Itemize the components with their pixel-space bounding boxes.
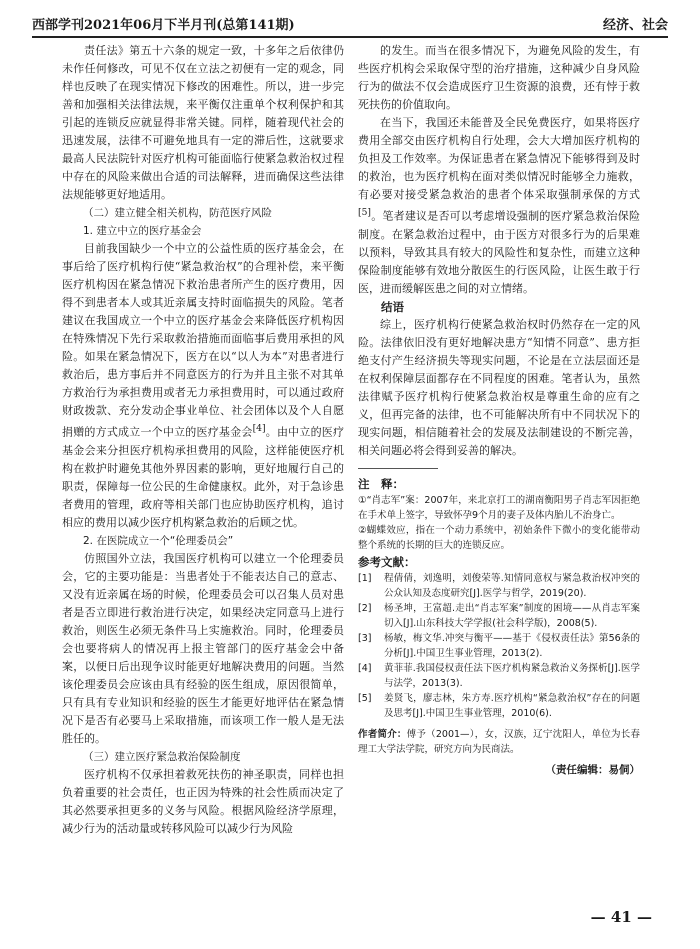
reference-number: [3] — [358, 632, 372, 644]
section-title: 经济、社会 — [602, 18, 668, 33]
reference-number: [4] — [358, 662, 372, 674]
page-number: — 41 — — [590, 908, 652, 926]
subheading: 1. 建立中立的医疗基金会 — [83, 225, 202, 237]
reference-number: [5] — [358, 692, 372, 704]
page-header — [32, 0, 668, 40]
subheading: （二）建立健全相关机构，防范医疗风险 — [83, 207, 272, 219]
author-bio — [358, 727, 640, 757]
paragraph-text: 在当下，我国还未能普及全民免费医疗，如果将医疗费用全部交由医疗机构自行处理，会大大增加医疗机构的负担及工作效率。为保证患者在紧急情况下能够得到及时的救治，也为医疗机构在面对类似情况时能够全力施救，有必要对接受紧急救治的患者个体采取强制承保的方式 — [358, 116, 640, 201]
paragraph: 仿照国外立法，我国医疗机构可以建立一个伦理委员会，它的主要功能是：当患者处于不能表达自己的意志、又没有近亲属在场的时候，伦理委员会可以召集人员对患者是否立即进行救治进行决定，如果经决定同意马上进行救治，则医生必须无条件马上实施救治。同时，伦理委员会也要将病人的情况再上报主管部门的医疗基金会中备案，以便日后出现争议时能更好地解决费用的问题。当然该伦理委员会应该由具有经验的医生组成，原因很简单，只有具有专业知识和经验的医生才能更好地评估在紧急情况下是否有必要马上采取措施，而该项工作一般人是无法胜任的。 — [62, 551, 344, 745]
reference-text: 杨敏，梅文华.冲突与衡平——基于《侵权责任法》第56条的分析[J].中国卫生事业管理，2013(2). — [384, 632, 640, 659]
paragraph-text: 。由中立的医疗基金会来分担医疗机构承担费用的风险，这样能使医疗机构在救护时避免其他外界因素的影响，更好地履行自己的职责，保障每一位公民的生命健康权。此外，对于急诊患者费用的管理，政府等相关部门也应协助医疗机构，追讨相应的费用以减少医疗机构紧急救治的后顾之忧。 — [62, 425, 345, 529]
reference-item — [358, 601, 640, 631]
subheading: 2. 在医院成立一个“伦理委员会” — [83, 534, 234, 547]
reference-item — [358, 631, 640, 661]
paragraph: 责任法》第五十六条的规定一致，十多年之后依律仍未作任何修改，可见不仅在立法之初便有一定的观念，同样也反映了在现实情况下修改的困难性。所以，进一步完善和加强相关法律法规，来平衡仅注重单个权利保护和其引起的连锁反应就显得非常关键。同样，随着现代社会的迅速发展，法律不可避免地具有一定的滞后性，这就要求最高人民法院针对医疗机构可能面临行使紧急救治权过程中存在的风险来做出合适的司法解释，进而确保这些法律法规能够更好地适用。 — [62, 44, 344, 201]
paragraph-text: 。笔者建议是否可以考虑增设强制的医疗紧急救治保险制度。在紧急救治过程中，由于医方对很多行为的后果难以预料，导致其具有较大的风险性和复杂性，而建立这种保险制度能够有效地分散医生的行医风险，让医生敢于行医，进而缓解医患之间的对立情绪。 — [358, 209, 640, 295]
reference-item — [358, 571, 640, 601]
reference-text: 程倩倩，刘逸明，刘俊荣等.知情同意权与紧急救治权冲突的公众认知及态度研究[J].医学与哲学，2019(20). — [384, 572, 640, 599]
editor-note: （责任编辑：易侗） — [545, 763, 640, 776]
reference-item — [358, 661, 640, 691]
author-label: 作者简介： — [358, 728, 407, 740]
right-column — [358, 42, 640, 779]
reference-text: 姜贤飞，廖志林，朱方寿.医疗机构“紧急救治权”存在的问题及思考[J].中国卫生事业管理，2010(6). — [384, 692, 640, 719]
reference-text: 杨圣坤，王富超.走出“肖志军案”制度的困境——从肖志军案切入[J].山东科技大学学报(社会科学版)，2008(5). — [384, 602, 640, 629]
citation: [4] — [252, 423, 266, 434]
references-heading: 参考文献： — [358, 554, 416, 569]
paragraph: 的发生。而当在很多情况下，为避免风险的发生，有些医疗机构会采取保守型的治疗措施，这种减少自身风险行为的做法不仅会造成医疗卫生资源的浪费，还有悖于救死扶伤的价值取向。 — [358, 44, 640, 111]
subheading: （三）建立医疗紧急救治保险制度 — [83, 750, 241, 763]
reference-number: [2] — [358, 602, 372, 614]
divider — [358, 468, 438, 469]
note: ②蝴蝶效应，指在一个动力系统中，初始条件下微小的变化能带动整个系统的长期的巨大的连锁反应。 — [358, 524, 640, 551]
citation: [5] — [358, 207, 371, 218]
conclusion-heading: 结语 — [381, 299, 404, 314]
header-rule — [32, 36, 668, 38]
paragraph — [62, 240, 344, 532]
reference-text: 黄菲菲.我国侵权责任法下医疗机构紧急救治义务探析[J].医学与法学，2013(3). — [384, 662, 640, 689]
left-column — [62, 42, 344, 838]
notes-heading: 注 释： — [358, 476, 404, 491]
reference-item — [358, 691, 640, 721]
note: ①“肖志军”案：2007年，来北京打工的湖南衡阳男子肖志军因拒绝在手术单上签字，导致怀孕9个月的妻子及体内胎儿不治身亡。 — [358, 494, 640, 521]
author-text: 傅予（2001—），女，汉族，辽宁沈阳人，单位为长春理工大学法学院，研究方向为民商法。 — [358, 728, 640, 755]
paragraph-text: 目前我国缺少一个中立的公益性质的医疗基金会，在事后给了医疗机构行使“紧急救治权”的合理补偿，来平衡医疗机构因在紧急情况下救治患者所产生的医疗费用，因得不到患者本人或其近亲属支持时面临损失的风险。笔者建议在我国成立一个中立的医疗基金会来降低医疗机构因在特殊情况下先行采取救治措施而面临事后费用承担的风险。如果在紧急情况下，医方在以“以人为本”对患者进行救治后，患方事后并不同意医方的行为并且主张不对其单方救治行为承担费用或者无力承担费用时，可以通过政府财政拨款、充分发动企事业单位、社会团体以及个人自愿捐赠的方式成立一个中立的医疗基金会 — [62, 242, 344, 439]
paragraph: 医疗机构不仅承担着救死扶伤的神圣职责，同样也担负着重要的社会责任，也正因为特殊的社会性质而决定了其必然要承担更多的义务与风险。根据风险经济学原理，减少行为的活动量或转移风险可以减少行为风险 — [62, 767, 344, 835]
paragraph: 综上，医疗机构行使紧急救治权时仍然存在一定的风险。法律依旧没有更好地解决患方“知情不同意”、患方拒绝支付产生经济损失等现实问题，不论是在立法层面还是在权利保障层面都存在不同程度的困难。笔者认为，虽然法律赋予医疗机构行使紧急救治权是尊重生命的应有之义，但再完备的法律，也不可能解决所有中不同状况下的现实问题，相信随着社会的发展及法制建设的不断完善，相关问题必将会得到妥善的解决。 — [358, 317, 640, 457]
reference-number: [1] — [358, 572, 372, 584]
journal-title: 西部学刊2021年06月下半月刊(总第141期) — [32, 18, 295, 33]
references-list — [358, 571, 640, 721]
paragraph — [358, 114, 640, 298]
